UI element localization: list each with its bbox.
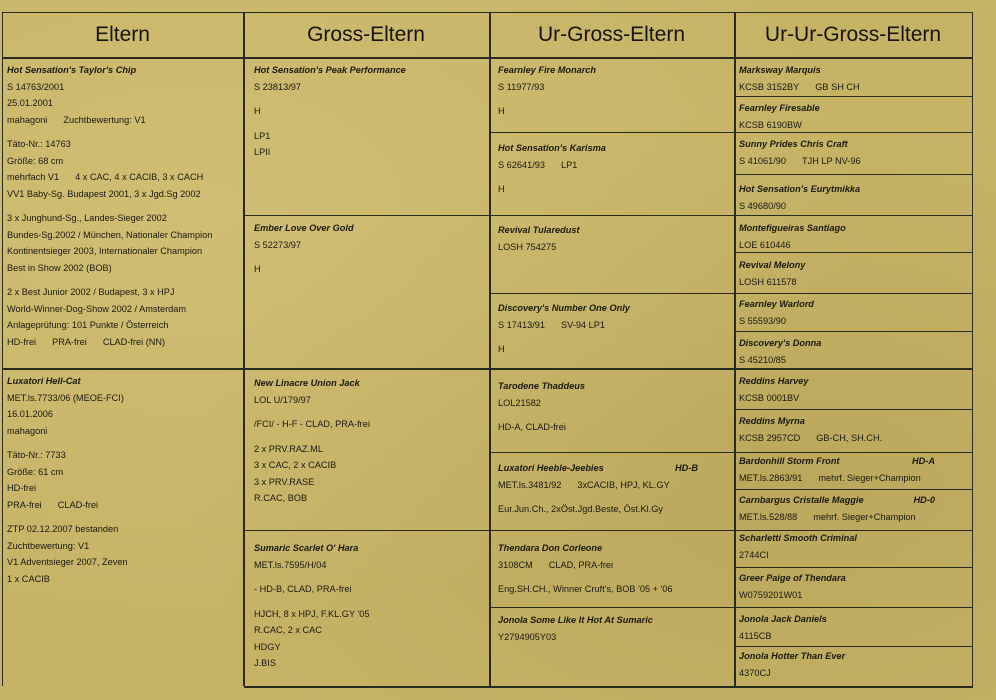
detail-text: Täto-Nr.: 14763 xyxy=(7,139,71,149)
detail-text: Anlageprüfung: 101 Punkte / Österreich xyxy=(7,320,169,330)
great-great-grandparent-entry xyxy=(739,648,967,681)
detail-text: GB SH CH xyxy=(815,81,860,92)
detail-text: S 11977/93 xyxy=(498,81,545,92)
detail-text: /FCI/ - H-F - CLAD, PRA-frei xyxy=(254,419,370,429)
detail-line xyxy=(498,557,730,574)
dog-name xyxy=(739,136,967,153)
header-grandparents: Gross-Eltern xyxy=(307,22,425,46)
detail-line xyxy=(739,153,967,170)
detail-line xyxy=(7,284,239,301)
dog-name-text: Carnbargus Cristalle Maggie xyxy=(739,495,864,505)
dog-name-text: Discovery's Donna xyxy=(739,338,822,348)
detail-line xyxy=(739,628,967,645)
detail-line xyxy=(254,490,484,507)
grid-line xyxy=(734,331,972,332)
detail-line xyxy=(254,392,484,409)
great-great-grandparent-entry xyxy=(739,100,967,133)
detail-text: H xyxy=(498,344,505,354)
dog-name-text: Fearnley Fire Monarch xyxy=(498,65,597,75)
detail-line xyxy=(498,341,730,358)
detail-text: 4370CJ xyxy=(739,667,771,678)
detail-line xyxy=(254,639,484,656)
detail-text: 2 x Best Junior 2002 / Budapest, 3 x HPJ xyxy=(7,287,175,297)
spacer xyxy=(498,411,730,419)
detail-text: S 23813/97 xyxy=(254,81,302,92)
detail-line xyxy=(254,441,484,458)
detail-text: KCSB 2957CD xyxy=(739,432,801,443)
spacer xyxy=(498,573,730,581)
dog-name-text: Scharletti Smooth Criminal xyxy=(739,533,857,543)
detail-text: J.BIS xyxy=(254,658,276,668)
detail-line xyxy=(7,423,239,440)
dog-name xyxy=(498,140,730,157)
spacer xyxy=(254,95,484,103)
dog-name xyxy=(739,181,967,198)
dog-name xyxy=(739,530,967,547)
great-great-grandparent-entry xyxy=(739,530,967,563)
dog-name xyxy=(739,100,967,117)
detail-text: S 55593/90 xyxy=(739,315,787,326)
hd-grade-tag: HD-B xyxy=(675,463,698,473)
detail-text: Größe: 68 cm xyxy=(7,155,64,166)
grid-line xyxy=(2,12,972,13)
spacer xyxy=(254,408,484,416)
great-great-grandparent-entry xyxy=(739,296,967,329)
detail-line xyxy=(7,260,239,277)
detail-line xyxy=(7,571,239,588)
detail-line xyxy=(7,210,239,227)
dog-name xyxy=(254,220,484,237)
detail-text: Eur.Jun.Ch., 2xÖst.Jgd.Beste, Öst.Kl.Gy xyxy=(498,504,663,514)
spacer xyxy=(498,493,730,501)
detail-text: H xyxy=(254,106,261,116)
grid-line xyxy=(734,646,972,647)
detail-line xyxy=(498,581,730,598)
dog-name-text: Revival Tularedust xyxy=(498,225,580,235)
detail-text: MET.ls.528/88 xyxy=(739,511,798,522)
grid-line xyxy=(243,215,972,216)
spacer xyxy=(7,276,239,284)
detail-text: ZTP 02.12.2007 bestanden xyxy=(7,524,119,534)
dog-name-text: Fearnley Firesable xyxy=(739,103,820,113)
detail-text: Täto-Nr.: 7733 xyxy=(7,450,66,460)
dog-name-text: Luxatori Heeble-Jeebies xyxy=(498,463,604,473)
dog-name xyxy=(7,373,239,390)
detail-text: Best in Show 2002 (BOB) xyxy=(7,262,112,273)
detail-text: 2 x PRV.RAZ.ML xyxy=(254,443,323,454)
detail-text: mehrf. Sieger+Champion xyxy=(813,511,916,522)
great-grandparent-entry xyxy=(498,378,730,436)
detail-line xyxy=(7,480,239,497)
detail-text: 3 x Junghund-Sg., Landes-Sieger 2002 xyxy=(7,213,167,223)
detail-text: GB-CH, SH.CH. xyxy=(816,432,883,443)
detail-text: HDGY xyxy=(254,641,281,652)
spacer xyxy=(254,253,484,261)
detail-text: MET.ls.3481/92 xyxy=(498,479,562,490)
great-grandparent-entry xyxy=(498,612,730,645)
detail-line xyxy=(739,274,967,291)
great-great-grandparent-entry xyxy=(739,335,967,368)
spacer xyxy=(254,433,484,441)
grandparent-entry xyxy=(254,375,484,507)
detail-line xyxy=(739,547,967,564)
detail-line xyxy=(498,157,730,174)
detail-line xyxy=(7,136,239,153)
great-great-grandparent-entry xyxy=(739,453,967,486)
detail-text: HJCH, 8 x HPJ, F.KL.GY '05 xyxy=(254,608,370,619)
detail-text: - HD-B, CLAD, PRA-frei xyxy=(254,584,352,594)
detail-line xyxy=(7,464,239,481)
grid-line xyxy=(243,12,245,686)
detail-line xyxy=(498,629,730,646)
detail-line xyxy=(498,477,730,494)
spacer xyxy=(498,333,730,341)
detail-text: 2744CI xyxy=(739,549,769,560)
detail-line xyxy=(7,243,239,260)
dog-name-text: Reddins Myrna xyxy=(739,416,805,426)
detail-text: LPII xyxy=(254,147,271,157)
great-great-grandparent-entry xyxy=(739,220,967,253)
dog-name-text: Marksway Marquis xyxy=(739,65,821,75)
detail-line xyxy=(254,261,484,278)
spacer xyxy=(254,120,484,128)
dog-name xyxy=(739,373,967,390)
detail-text: mahagoni xyxy=(7,114,48,125)
detail-line xyxy=(7,227,239,244)
great-great-grandparent-entry xyxy=(739,413,967,446)
detail-text: H xyxy=(498,184,505,194)
detail-text: H xyxy=(254,264,261,274)
detail-text: 3108CM xyxy=(498,559,533,570)
detail-line xyxy=(739,390,967,407)
dog-name-text: Bardonhill Storm Front xyxy=(739,456,840,466)
detail-line xyxy=(7,406,239,423)
detail-text: LOL U/179/97 xyxy=(254,394,311,405)
grid-line xyxy=(2,57,972,59)
dog-name xyxy=(739,62,967,79)
grid-line xyxy=(734,489,972,490)
detail-line xyxy=(7,79,239,96)
dog-name xyxy=(739,570,967,587)
dog-name xyxy=(254,62,484,79)
detail-text: Zuchtbewertung: V1 xyxy=(63,114,146,125)
detail-text: KCSB 3152BY xyxy=(739,81,800,92)
detail-line xyxy=(254,606,484,623)
dog-name xyxy=(498,378,730,395)
detail-line xyxy=(7,169,239,186)
detail-line xyxy=(254,416,484,433)
detail-line xyxy=(254,557,484,574)
detail-text: HD-A, CLAD-frei xyxy=(498,422,566,432)
detail-text: CLAD, PRA-frei xyxy=(548,559,614,570)
detail-text: mehrf. Sieger+Champion xyxy=(818,472,921,483)
detail-text: PRA-frei xyxy=(52,336,87,347)
detail-text: 16.01.2006 xyxy=(7,409,53,419)
detail-line xyxy=(739,509,967,526)
detail-text: MET.ls.7595/H/04 xyxy=(254,559,327,570)
hd-grade-tag: HD-A xyxy=(912,456,935,466)
detail-line xyxy=(7,95,239,112)
dog-name xyxy=(498,300,730,317)
dog-name xyxy=(498,612,730,629)
great-great-grandparent-entry xyxy=(739,570,967,603)
spacer xyxy=(254,573,484,581)
dog-name xyxy=(739,611,967,628)
spacer xyxy=(7,128,239,136)
detail-text: PRA-frei xyxy=(7,499,42,510)
detail-text: mahagoni xyxy=(7,425,48,436)
detail-text: S 49680/90 xyxy=(739,200,787,211)
detail-line xyxy=(739,198,967,215)
dog-name-text: Greer Paige of Thendara xyxy=(739,573,846,583)
dog-name-text: Hot Sensation's Eurytmikka xyxy=(739,184,861,194)
detail-line xyxy=(7,301,239,318)
detail-line xyxy=(739,79,967,96)
detail-text: Größe: 61 cm xyxy=(7,466,64,477)
detail-line xyxy=(7,186,239,203)
spacer xyxy=(254,598,484,606)
detail-text: 3xCACIB, HPJ, KL.GY xyxy=(577,479,670,490)
detail-line xyxy=(7,390,239,407)
spacer xyxy=(7,202,239,210)
detail-text: H xyxy=(498,106,505,116)
detail-text: KCSB 6190BW xyxy=(739,119,802,130)
grid-line xyxy=(489,607,972,608)
detail-line xyxy=(7,317,239,334)
detail-text: Kontinentsieger 2003, Internationaler Champion xyxy=(7,246,203,256)
detail-text: S 52273/97 xyxy=(254,239,302,250)
dog-name xyxy=(498,222,730,239)
dog-name xyxy=(739,413,967,430)
dog-name-text: Sumaric Scarlet O' Hara xyxy=(254,543,359,553)
great-grandparent-entry xyxy=(498,300,730,358)
detail-text: Eng.SH.CH., Winner Cruft's, BOB '05 + '06 xyxy=(498,584,673,594)
header-parents: Eltern xyxy=(95,22,150,46)
header-great-great-grandparents: Ur-Ur-Gross-Eltern xyxy=(764,22,942,46)
detail-line xyxy=(7,554,239,571)
detail-text: LOE 610446 xyxy=(739,239,791,250)
grid-line xyxy=(734,567,972,568)
detail-line xyxy=(498,181,730,198)
grid-line xyxy=(734,96,972,97)
detail-text: S 14763/2001 xyxy=(7,81,65,92)
detail-text: HD-frei xyxy=(7,336,37,347)
grid-line xyxy=(972,12,973,688)
great-grandparent-entry xyxy=(498,460,730,518)
detail-line xyxy=(254,581,484,598)
detail-text: Bundes-Sg.2002 / München, Nationaler Champion xyxy=(7,229,213,240)
detail-text: CLAD-frei (NN) xyxy=(102,336,166,347)
dog-name-text: Discovery's Number One Only xyxy=(498,303,630,313)
dog-name xyxy=(498,540,730,557)
great-great-grandparent-entry xyxy=(739,611,967,644)
detail-text: Zuchtbewertung: V1 xyxy=(7,540,90,551)
dog-name-text: Tarodene Thaddeus xyxy=(498,381,585,391)
detail-text: mehrfach V1 xyxy=(7,172,60,182)
detail-text: LOL21582 xyxy=(498,397,541,408)
dog-name xyxy=(739,453,967,470)
detail-line xyxy=(254,622,484,639)
dog-name-text: Jonola Jack Daniels xyxy=(739,614,827,624)
dog-name xyxy=(7,62,239,79)
great-grandparent-entry xyxy=(498,140,730,198)
detail-line xyxy=(498,501,730,518)
dog-name xyxy=(739,648,967,665)
detail-text: 4115CB xyxy=(739,630,772,641)
detail-line xyxy=(254,103,484,120)
detail-text: 3 x PRV.RASE xyxy=(254,476,315,487)
detail-text: S 45210/85 xyxy=(739,354,787,365)
detail-line xyxy=(739,313,967,330)
detail-line xyxy=(254,655,484,672)
great-great-grandparent-entry xyxy=(739,136,967,169)
detail-text: LOSH 754275 xyxy=(498,241,557,252)
detail-text: 4 x CAC, 4 x CACIB, 3 x CACH xyxy=(75,172,204,182)
detail-line xyxy=(254,79,484,96)
dog-name-text: Hot Sensation's Taylor's Chip xyxy=(7,65,137,75)
detail-line xyxy=(739,237,967,254)
detail-line xyxy=(7,521,239,538)
detail-line xyxy=(498,419,730,436)
detail-text: LOSH 611578 xyxy=(739,276,797,287)
detail-line xyxy=(739,430,967,447)
great-great-grandparent-entry xyxy=(739,181,967,214)
detail-line xyxy=(739,117,967,134)
header-great-grandparents: Ur-Gross-Eltern xyxy=(537,22,685,46)
dog-name xyxy=(739,257,967,274)
detail-text: S 62641/93 xyxy=(498,159,546,170)
dog-name xyxy=(739,296,967,313)
dog-name-text: Sunny Prides Chris Craft xyxy=(739,139,848,149)
detail-line xyxy=(498,103,730,120)
detail-line xyxy=(254,237,484,254)
spacer xyxy=(498,173,730,181)
detail-text: Y2794905Y03 xyxy=(498,631,557,642)
dog-name-text: Revival Melony xyxy=(739,260,806,270)
dog-name xyxy=(739,492,967,509)
detail-text: MET.ls.7733/06 (MEOE-FCI) xyxy=(7,392,124,403)
detail-line xyxy=(498,317,730,334)
grid-line xyxy=(734,409,972,410)
dog-name-text: Jonola Some Like It Hot At Sumaric xyxy=(498,615,653,625)
detail-line xyxy=(7,538,239,555)
grandparent-entry xyxy=(254,540,484,672)
detail-text: KCSB 0001BV xyxy=(739,392,800,403)
great-grandparent-entry xyxy=(498,540,730,598)
grandparent-entry xyxy=(254,62,484,161)
detail-text: LP1 xyxy=(561,159,578,170)
dog-name xyxy=(254,540,484,557)
detail-line xyxy=(498,79,730,96)
dog-name-text: Reddins Harvey xyxy=(739,376,809,386)
detail-text: HD-frei xyxy=(7,483,37,493)
detail-text: SV-94 LP1 xyxy=(561,319,605,330)
dog-name xyxy=(254,375,484,392)
detail-text: S 17413/91 xyxy=(498,319,546,330)
detail-text: R.CAC, 2 x CAC xyxy=(254,625,322,635)
great-grandparent-entry xyxy=(498,222,730,255)
great-great-grandparent-entry xyxy=(739,373,967,406)
parent-sire xyxy=(7,62,239,350)
detail-line xyxy=(7,153,239,170)
great-great-grandparent-entry xyxy=(739,257,967,290)
detail-line xyxy=(254,128,484,145)
dog-name-text: Luxatori Hell-Cat xyxy=(7,376,81,386)
dog-name xyxy=(498,62,730,79)
detail-line xyxy=(739,470,967,487)
detail-line xyxy=(7,334,239,351)
dog-name-text: Hot Sensation's Peak Performance xyxy=(254,65,406,75)
detail-text: TJH LP NV-96 xyxy=(802,155,861,166)
detail-text: R.CAC, BOB xyxy=(254,493,308,503)
detail-text: VV1 Baby-Sg. Budapest 2001, 3 x Jgd.Sg 2002 xyxy=(7,188,201,199)
grid-line xyxy=(489,12,491,688)
dog-name xyxy=(498,460,730,477)
detail-line xyxy=(739,587,967,604)
detail-text: World-Winner-Dog-Show 2002 / Amsterdam xyxy=(7,303,187,314)
grid-line xyxy=(244,686,972,688)
spacer xyxy=(7,513,239,521)
detail-line xyxy=(739,352,967,369)
great-great-grandparent-entry xyxy=(739,492,967,525)
dog-name-text: New Linacre Union Jack xyxy=(254,378,360,388)
detail-text: CLAD-frei xyxy=(57,499,99,510)
dog-name-text: Ember Love Over Gold xyxy=(254,223,354,233)
detail-text: V1 Adventsieger 2007, Zeven xyxy=(7,557,128,567)
detail-text: MET.ls.2863/91 xyxy=(739,472,803,483)
great-great-grandparent-entry xyxy=(739,62,967,95)
spacer xyxy=(7,439,239,447)
detail-line xyxy=(498,395,730,412)
detail-text: W0759201W01 xyxy=(739,589,803,600)
grid-line xyxy=(2,12,3,686)
detail-line xyxy=(7,497,239,514)
grid-line xyxy=(734,174,972,175)
detail-line xyxy=(254,144,484,161)
detail-text: S 41061/90 xyxy=(739,155,787,166)
hd-grade-tag: HD-0 xyxy=(913,495,935,505)
detail-line xyxy=(7,112,239,129)
detail-line xyxy=(254,457,484,474)
great-grandparent-entry xyxy=(498,62,730,120)
dog-name xyxy=(739,220,967,237)
detail-line xyxy=(7,447,239,464)
detail-text: LP1 xyxy=(254,130,271,141)
detail-text: 1 x CACIB xyxy=(7,573,50,584)
dog-name-text: Fearnley Warlord xyxy=(739,299,814,309)
dog-name xyxy=(739,335,967,352)
detail-line xyxy=(254,474,484,491)
detail-text: 3 x CAC, 2 x CACIB xyxy=(254,460,337,470)
grandparent-entry xyxy=(254,220,484,278)
grid-line xyxy=(2,368,972,370)
dog-name-text: Hot Sensation's Karisma xyxy=(498,143,606,153)
spacer xyxy=(498,95,730,103)
detail-line xyxy=(739,665,967,682)
grid-line xyxy=(489,293,972,294)
detail-line xyxy=(498,239,730,256)
detail-text: 25.01.2001 xyxy=(7,98,53,108)
parent-dam xyxy=(7,373,239,587)
dog-name-text: Montefigueiras Santiago xyxy=(739,223,846,233)
dog-name-text: Jonola Hotter Than Ever xyxy=(739,651,846,661)
dog-name-text: Thendara Don Corleone xyxy=(498,543,603,553)
grid-line xyxy=(734,12,736,688)
